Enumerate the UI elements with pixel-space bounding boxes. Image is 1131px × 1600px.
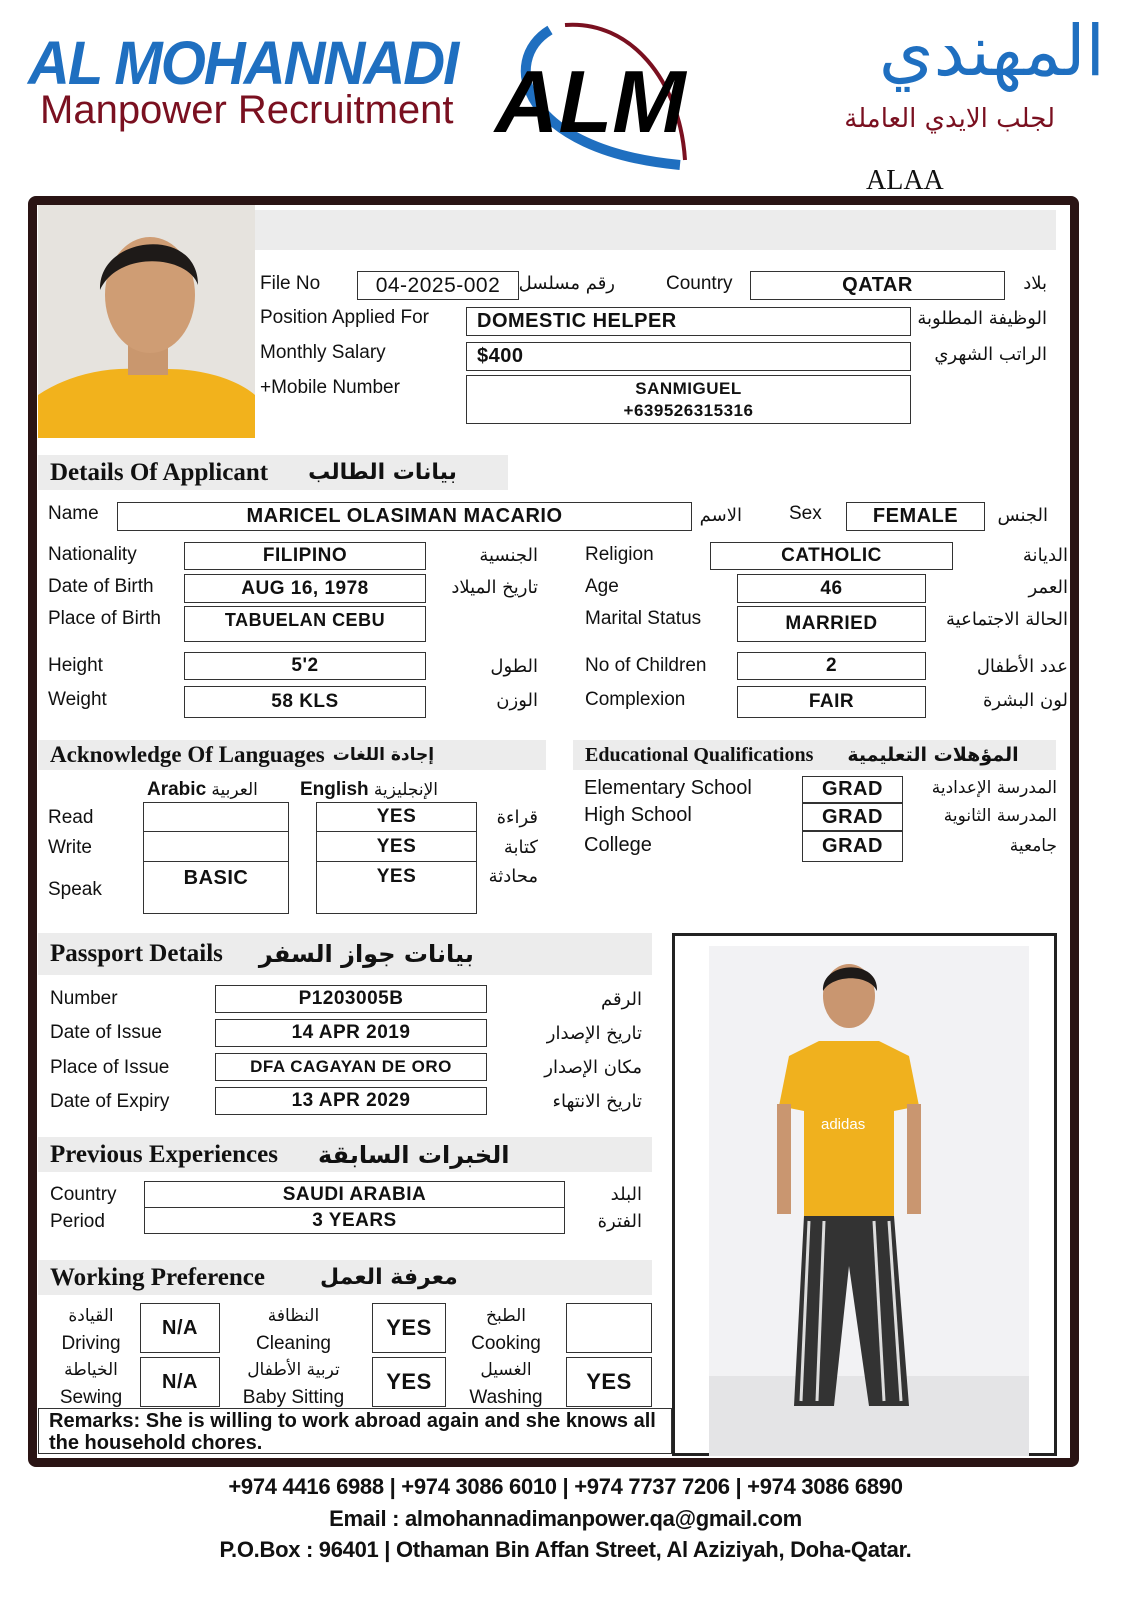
height-value: 5'2 [184,652,426,680]
section-title: Passport Details [50,940,223,967]
nationality-ar: الجنسية [479,545,538,566]
section-languages [38,740,546,770]
work-washing-label: الغسيل Washing [469,1360,543,1408]
name-ar: الاسم [699,505,742,526]
complexion-label: Complexion [585,689,686,710]
weight-ar: الوزن [496,690,538,711]
passport-issue-date-ar: تاريخ الإصدار [546,1023,642,1044]
name-value: MARICEL OLASIMAN MACARIO [117,502,692,531]
pob-label: Place of Birth [48,608,161,629]
sex-ar: الجنس [997,505,1048,526]
section-title: Working Preference [50,1263,265,1291]
passport-number-label: Number [50,988,118,1009]
experience-country-value: SAUDI ARABIA [144,1181,565,1208]
read-ar: قراءة [496,807,538,828]
top-bar [255,210,1056,250]
mobile-line-2: +639526315316 [623,400,754,420]
salary-value: $400 [466,342,911,371]
arabic-header: Arabic العربية [147,779,258,800]
children-value: 2 [737,652,926,680]
section-title-ar: المؤهلات التعليمية [847,744,1019,766]
brand-en: AL MOHANNADI [28,29,458,98]
edu-high-label: High School [584,804,692,826]
age-label: Age [585,576,619,597]
write-ar: كتابة [503,837,538,858]
children-label: No of Children [585,655,707,676]
edu-college-ar: جامعية [1009,836,1057,856]
shirt-logo: adidas [821,1116,866,1133]
marital-ar: الحالة الاجتماعية [946,609,1068,630]
passport-issue-place-value: DFA CAGAYAN DE ORO [215,1053,487,1081]
section-title-ar: بيانات الطالب [308,460,457,485]
height-ar: الطول [490,656,538,677]
alm-logo [490,20,720,170]
read-label: Read [48,807,94,828]
passport-issue-place-label: Place of Issue [50,1057,170,1078]
section-title: Educational Qualifications [585,743,814,766]
passport-expiry-value: 13 APR 2029 [215,1087,487,1115]
passport-issue-date-label: Date of Issue [50,1022,162,1043]
section-title-ar: بيانات جواز السفر [258,940,474,968]
mobile-value [466,375,911,424]
work-driving-label: القيادة Driving [61,1306,121,1354]
experience-period-ar: الفترة [597,1211,642,1232]
edu-elementary-label: Elementary School [584,777,752,799]
sex-label: Sex [789,503,822,524]
mobile-label: +Mobile Number [260,377,400,398]
passport-issue-place-ar: مكان الإصدار [544,1057,642,1078]
work-cooking-value [566,1303,652,1353]
country-label: Country [666,273,733,294]
remarks-text: She is willing to work abroad again and she knows all the household chores. [49,1410,656,1454]
experience-period-value: 3 YEARS [144,1207,565,1234]
experience-country-ar: البلد [610,1184,642,1205]
footer-address: P.O.Box : 96401 | Othaman Bin Affan Street, Al Aziziyah, Doha-Qatar. [219,1537,912,1562]
pob-value: TABUELAN CEBU [184,606,426,642]
read-arabic [143,802,289,832]
country-value: QATAR [750,271,1005,300]
section-experience [38,1137,652,1172]
passport-number-value: P1203005B [215,985,487,1013]
work-cooking-label: الطبخ Cooking [471,1306,541,1354]
speak-arabic: BASIC [143,861,289,914]
marital-value: MARRIED [737,606,926,642]
write-label: Write [48,837,92,858]
file-no-value: 04-2025-002 [357,271,519,300]
work-cleaning-value: YES [372,1303,446,1353]
complexion-ar: لون البشرة [982,690,1068,711]
work-driving-value: N/A [140,1303,220,1353]
footer-email[interactable]: Email : almohannadimanpower.qa@gmail.com [329,1506,802,1531]
agent-name: ALAA [866,165,944,196]
salary-label: Monthly Salary [260,342,386,363]
sex-value: FEMALE [846,502,985,531]
edu-elementary-value: GRAD [802,776,903,803]
write-arabic [143,831,289,862]
position-value: DOMESTIC HELPER [466,307,911,336]
brand-subtitle-ar: لجلب الايدي العاملة [844,104,1055,134]
religion-value: CATHOLIC [710,542,953,570]
work-washing-value: YES [566,1357,652,1407]
work-cleaning-label: النظافة Cleaning [256,1306,331,1354]
mobile-line-1: SANMIGUEL [635,378,742,398]
section-education [573,740,1056,770]
work-babysitting-value: YES [372,1357,446,1407]
dob-value: AUG 16, 1978 [184,574,426,603]
edu-high-value: GRAD [802,803,903,831]
edu-college-label: College [584,834,652,856]
name-label: Name [48,503,99,524]
weight-value: 58 KLS [184,686,426,718]
speak-label: Speak [48,879,102,900]
dob-label: Date of Birth [48,576,154,597]
section-title-ar: معرفة العمل [320,1265,458,1290]
complexion-value: FAIR [737,686,926,718]
section-title: Acknowledge Of Languages [50,742,325,767]
passport-issue-date-value: 14 APR 2019 [215,1019,487,1047]
weight-label: Weight [48,689,107,710]
read-english: YES [316,802,477,832]
section-title-ar: الخبرات السابقة [317,1140,510,1169]
edu-elementary-ar: المدرسة الإعدادية [931,778,1057,798]
logo-text: ALM [495,52,686,151]
brand-subtitle-en: Manpower Recruitment [40,88,454,132]
english-header: English الإنجليزية [300,779,439,800]
work-babysitting-label: تربية الأطفال Baby Sitting [242,1360,345,1408]
children-ar: عدد الأطفال [976,656,1068,677]
experience-period-label: Period [50,1211,105,1232]
passport-number-ar: الرقم [600,989,642,1010]
section-passport [38,933,652,975]
speak-ar: محادثة [488,866,538,887]
country-ar: بلاد [1023,273,1047,294]
passport-expiry-ar: تاريخ الانتهاء [552,1091,642,1112]
file-no-label: File No [260,273,321,294]
edu-high-ar: المدرسة الثانوية [943,806,1057,826]
nationality-value: FILIPINO [184,542,426,570]
full-body-photo [709,946,1029,1456]
dob-ar: تاريخ الميلاد [451,577,538,598]
file-no-ar: رقم مسلسل [518,273,615,294]
salary-ar: الراتب الشهري [934,344,1047,365]
section-applicant [38,455,508,490]
full-body-photo-frame [672,933,1057,1456]
work-sewing-value: N/A [140,1357,220,1407]
work-sewing-label: الخياطة Sewing [59,1360,123,1408]
speak-english: YES [316,861,477,914]
write-english: YES [316,831,477,862]
position-ar: الوظيفة المطلوبة [917,308,1047,329]
experience-country-label: Country [50,1184,117,1205]
remarks: Remarks: She is willing to work abroad again and she knows all the household chores. [38,1408,672,1454]
edu-college-value: GRAD [802,831,903,862]
section-title-ar: إجادة اللغات [332,745,435,765]
brand-ar: المهندي [878,10,1105,92]
section-title: Details Of Applicant [50,458,269,486]
applicant-photo [38,205,255,438]
nationality-label: Nationality [48,544,137,565]
religion-label: Religion [585,544,654,565]
marital-label: Marital Status [585,608,702,629]
age-ar: العمر [1028,577,1068,598]
religion-ar: الديانة [1022,545,1068,566]
age-value: 46 [737,574,926,603]
footer-phones: +974 4416 6988 | +974 3086 6010 | +974 7737 7206 | +974 3086 6890 [228,1474,903,1499]
section-title: Previous Experiences [50,1140,278,1168]
height-label: Height [48,655,103,676]
position-label: Position Applied For [260,307,429,328]
section-work [38,1260,652,1295]
passport-expiry-label: Date of Expiry [50,1091,170,1112]
